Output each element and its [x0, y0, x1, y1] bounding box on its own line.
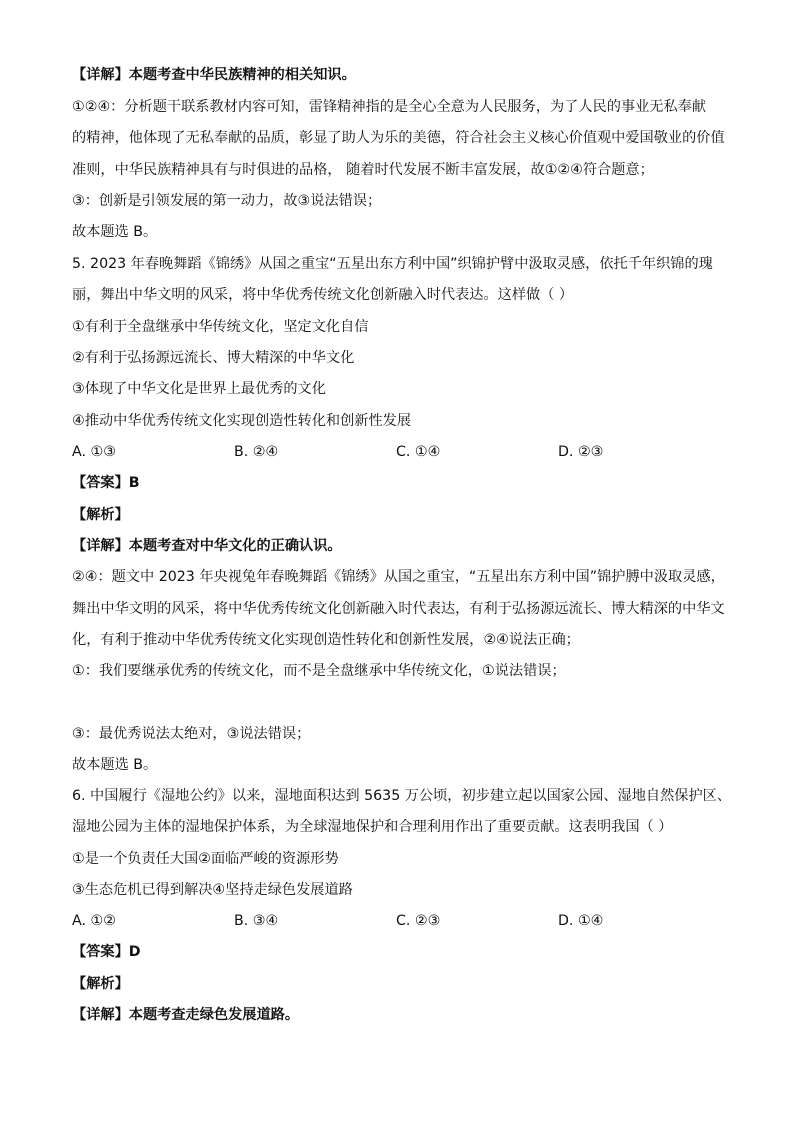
- options-row: [72, 912, 732, 930]
- answer-label: 【答案】D: [72, 944, 141, 960]
- analysis-label: 【解析】: [72, 976, 129, 992]
- option-c: C. ①④: [396, 444, 441, 460]
- option-d: D. ①④: [558, 913, 604, 929]
- conclusion: 故本题选 B。: [72, 757, 158, 773]
- statement-item: ①是一个负责任大国②面临严峻的资源形势: [72, 851, 339, 867]
- statement-item: ①有利于全盘继承中华传统文化，坚定文化自信: [72, 319, 369, 335]
- answer-label: 【答案】B: [72, 475, 140, 491]
- option-a: A. ①②: [72, 913, 116, 929]
- statement-item: ③体现了中华文化是世界上最优秀的文化: [72, 381, 326, 397]
- analysis-line: 的精神，他体现了无私奉献的品质，彰显了助人为乐的美德，符合社会主义核心价值观中爱国敬业的价值: [72, 130, 725, 146]
- analysis-line: 准则，中华民族精神具有与时俱进的品格， 随着时代发展不断丰富发展，故①②④符合题意；: [72, 162, 654, 178]
- statement-item: ②有利于弘扬源远流长、博大精深的中华文化: [72, 350, 355, 366]
- option-c: C. ②③: [396, 913, 441, 929]
- wrong-statement: ③：最优秀说法太绝对，③说法错误；: [72, 726, 311, 742]
- analysis-line: 舞出中华文明的风采，将中华优秀传统文化创新融入时代表达，有利于弘扬源远流长、博大精深的中华文: [72, 601, 725, 617]
- option-b: B. ③④: [234, 913, 279, 929]
- analysis-line: 化，有利于推动中华优秀传统文化实现创造性转化和创新性发展，②④说法正确；: [72, 632, 580, 648]
- statement-item: ④推动中华优秀传统文化实现创造性转化和创新性发展: [72, 413, 412, 429]
- option-a: A. ①③: [72, 444, 116, 460]
- detail-label: 【详解】本题考查对中华文化的正确认识。: [72, 538, 342, 554]
- wrong-statement: ①：我们要继承优秀的传统文化，而不是全盘继承中华传统文化，①说法错误；: [72, 663, 566, 679]
- wrong-statement: ③：创新是引领发展的第一动力，故③说法错误；: [72, 193, 382, 209]
- detail-label: 【详解】本题考查走绿色发展道路。: [72, 1007, 300, 1023]
- analysis-line: ①②④：分析题干联系教材内容可知，雷锋精神指的是全心全意为人民服务，为了人民的事业无私奉献: [72, 99, 707, 115]
- analysis-line: ②④：题文中 2023 年央视兔年春晚舞蹈《锦绣》从国之重宝，“五星出东方利中国”锦护膊中汲取灵感，: [72, 569, 725, 585]
- analysis-label: 【解析】: [72, 507, 129, 523]
- option-d: D. ②③: [558, 444, 604, 460]
- option-b: B. ②④: [234, 444, 279, 460]
- options-row: [72, 443, 732, 461]
- question-stem: 湿地公园为主体的湿地保护体系，为全球湿地保护和合理利用作出了重要贡献。这表明我国（ ）: [72, 819, 673, 835]
- statement-item: ③生态危机已得到解决④坚持走绿色发展道路: [72, 882, 353, 898]
- detail-label: 【详解】本题考查中华民族精神的相关知识。: [72, 67, 356, 83]
- conclusion: 故本题选 B。: [72, 224, 158, 240]
- question-stem: 6. 中国履行《湿地公约》以来，湿地面积达到 5635 万公顷，初步建立起以国家公园、湿地自然保护区、: [72, 788, 732, 804]
- question-stem: 5. 2023 年春晚舞蹈《锦绣》从国之重宝“五星出东方利中国”织锦护臂中汲取灵感，依托千年织锦的瑰: [72, 256, 713, 272]
- question-stem: 丽，舞出中华文明的风采，将中华优秀传统文化创新融入时代表达。这样做（ ）: [72, 287, 574, 303]
